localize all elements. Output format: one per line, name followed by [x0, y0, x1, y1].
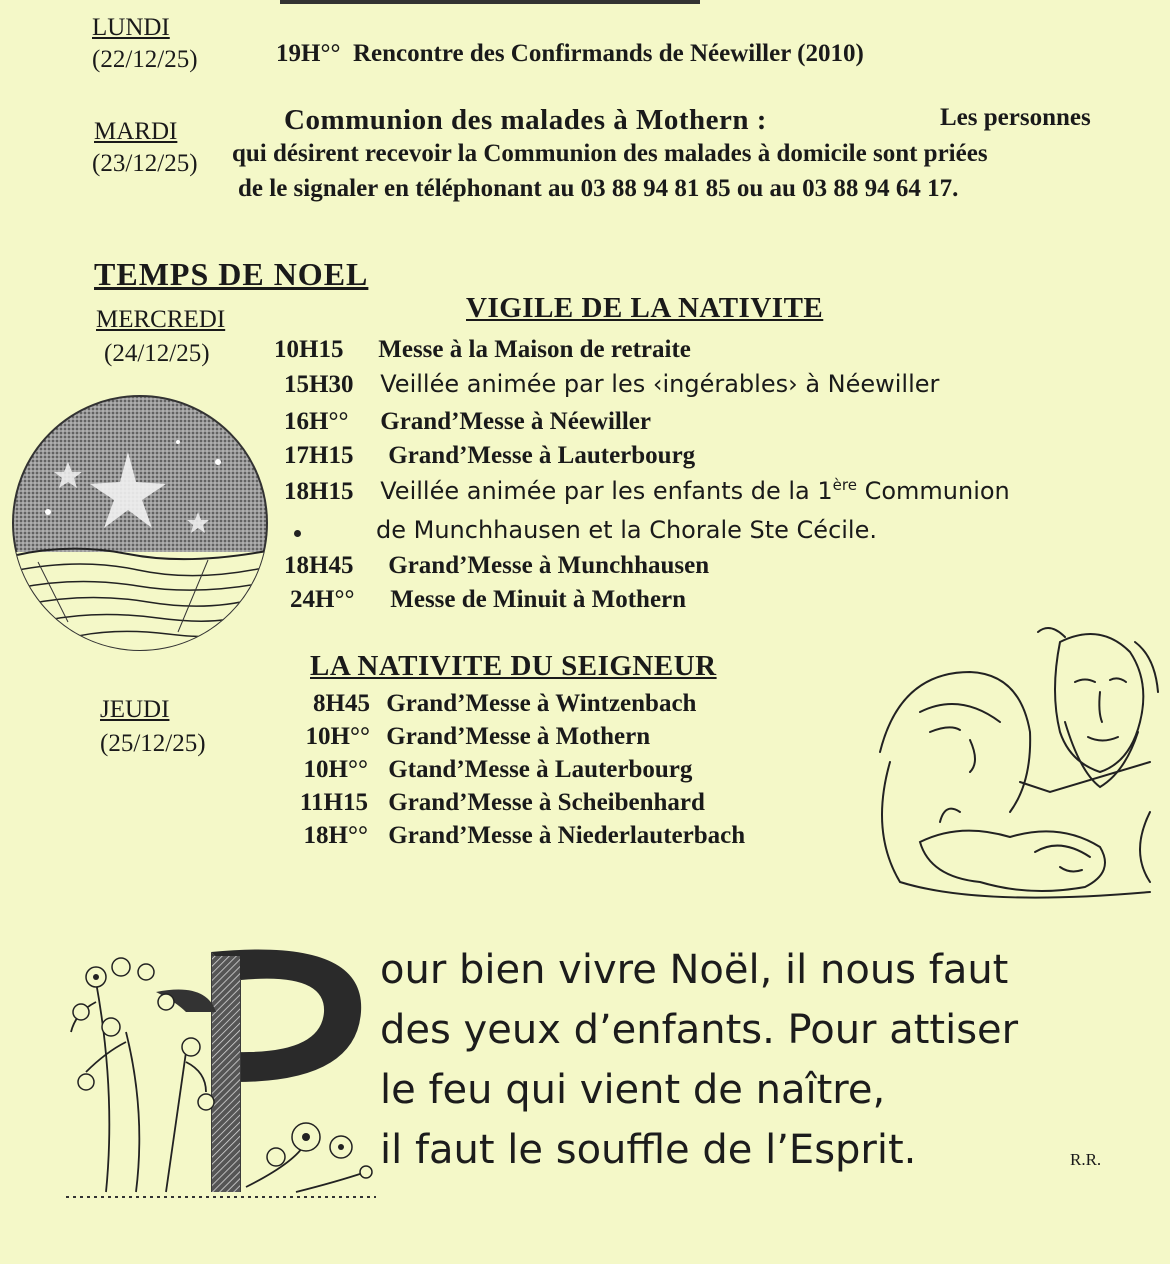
quote-signature: R.R.	[1070, 1150, 1102, 1169]
day-mardi: MARDI	[94, 118, 178, 145]
event-text: Grand’Messe à Scheibenhard	[388, 789, 705, 816]
nativite-event-3	[288, 756, 692, 784]
event-time: 8H45	[313, 690, 370, 717]
vigile-event-3	[284, 408, 651, 436]
mardi-text-1: Les personnes	[940, 104, 1091, 131]
vigile-title: VIGILE DE LA NATIVITE	[466, 292, 824, 324]
quote-line-2: des yeux d’enfants. Pour attiser	[380, 1007, 1019, 1053]
event-text: Grand’Messe à Lauterbourg	[388, 442, 696, 469]
event-time: 11H15	[299, 789, 368, 816]
nativite-event-4	[284, 789, 705, 817]
cropped-top-edge	[0, 0, 1170, 8]
event-time: 15H30	[284, 371, 354, 398]
event-time: 18H15	[284, 478, 354, 505]
event-time: 16H°°	[284, 408, 349, 435]
bullet-dot	[294, 530, 301, 537]
date-lundi: (22/12/25)	[92, 46, 198, 73]
event-time: 18H°°	[303, 822, 368, 849]
mardi-title: Communion des malades à Mothern :	[284, 104, 767, 136]
event-text: Grand’Messe à Mothern	[386, 723, 651, 750]
nativite-title: LA NATIVITE DU SEIGNEUR	[310, 650, 717, 682]
date-mardi: (23/12/25)	[92, 150, 198, 177]
day-jeudi: JEUDI	[100, 696, 170, 723]
day-lundi: LUNDI	[92, 14, 170, 41]
vigile-event-2	[284, 370, 939, 399]
vigile-event-5	[284, 476, 1010, 506]
vigile-event-5-line2: de Munchhausen et la Chorale Ste Cécile.	[376, 516, 877, 544]
nativite-event-2	[296, 723, 650, 751]
temps-de-noel-heading: TEMPS DE NOEL	[94, 256, 369, 292]
event-text: Grand’Messe à Néewiller	[380, 408, 652, 435]
vigile-event-1	[274, 336, 691, 364]
event-text: Grand’Messe à Wintzenbach	[386, 690, 697, 717]
event-text: Gtand’Messe à Lauterbourg	[388, 756, 693, 783]
nativite-event-1	[300, 690, 696, 718]
event-time: 24H°°	[290, 586, 355, 613]
day-mercredi: MERCREDI	[96, 306, 226, 333]
lundi-event-text: Rencontre des Confirmands de Néewiller (2010)	[352, 40, 864, 67]
event-text: Veillée animée par les enfants de la 1ère Communion	[380, 476, 1010, 505]
date-jeudi: (25/12/25)	[100, 730, 206, 757]
decorative-initial-illustration	[66, 942, 376, 1207]
vigile-event-7	[290, 586, 686, 614]
lundi-time: 19H°°	[276, 40, 341, 67]
mardi-text-2: qui désirent recevoir la Communion des malades à domicile sont priées	[232, 140, 988, 167]
nativite-event-5	[288, 822, 745, 850]
event-time: 10H15	[274, 336, 344, 363]
quote-block	[380, 940, 1018, 1180]
event-time: 18H45	[284, 552, 354, 579]
quote-line-1: our bien vivre Noël, il nous faut	[380, 947, 1009, 993]
holy-family-illustration	[860, 612, 1162, 912]
event-time: 10H°°	[303, 756, 368, 783]
event-time: 10H°°	[305, 723, 370, 750]
starry-night-illustration	[8, 392, 272, 654]
event-text: Veillée animée par les ‹ingérables› à Néewiller	[380, 370, 940, 398]
vigile-event-6	[284, 552, 709, 580]
mardi-text-3: de le signaler en téléphonant au 03 88 94 81 85 ou au 03 88 94 64 17.	[238, 175, 959, 202]
event-text: Grand’Messe à Niederlauterbach	[388, 822, 746, 849]
event-text: Messe de Minuit à Mothern	[390, 586, 687, 613]
lundi-event	[276, 40, 864, 68]
quote-line-4: il faut le souffle de l’Esprit.	[380, 1127, 917, 1173]
event-text: Messe à la Maison de retraite	[378, 336, 691, 363]
event-time: 17H15	[284, 442, 354, 469]
event-text: Grand’Messe à Munchhausen	[388, 552, 710, 579]
date-mercredi: (24/12/25)	[104, 340, 210, 367]
vigile-event-4	[284, 442, 695, 470]
quote-line-3: le feu qui vient de naître,	[380, 1067, 886, 1113]
